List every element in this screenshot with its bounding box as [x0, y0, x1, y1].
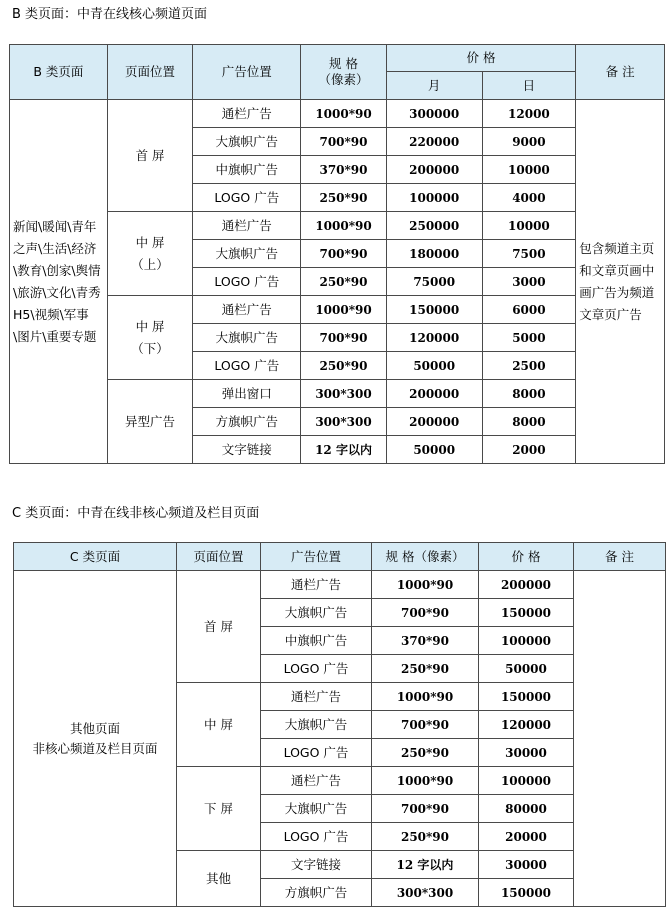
b-position-cell — [107, 100, 193, 212]
c-size-cell: 700*90 — [372, 795, 479, 823]
c-size-cell: 1000*90 — [372, 683, 479, 711]
c-slot-cell: 大旗帜广告 — [261, 795, 372, 823]
header-c-size: 规 格（像素） — [372, 543, 479, 571]
c-size-cell: 370*90 — [372, 627, 479, 655]
c-price-cell: 50000 — [479, 655, 574, 683]
table-row — [10, 212, 665, 240]
c-position-cell: 中 屏 — [177, 683, 261, 767]
b-size-cell: 1000*90 — [301, 212, 387, 240]
b-day-price-cell: 12000 — [482, 100, 576, 128]
header-b-position: 页面位置 — [107, 45, 193, 100]
c-slot-cell: 方旗帜广告 — [261, 879, 372, 907]
c-price-cell: 20000 — [479, 823, 574, 851]
table-row — [10, 296, 665, 324]
b-day-price-cell: 8000 — [482, 380, 576, 408]
b-slot-cell: LOGO 广告 — [193, 268, 301, 296]
b-slot-cell: 大旗帜广告 — [193, 128, 301, 156]
b-month-price-cell: 50000 — [386, 352, 482, 380]
c-price-cell: 30000 — [479, 739, 574, 767]
header-b-month: 月 — [386, 72, 482, 100]
c-price-cell: 30000 — [479, 851, 574, 879]
header-c-slot: 广告位置 — [261, 543, 372, 571]
c-size-cell: 250*90 — [372, 823, 479, 851]
table-row — [10, 380, 665, 408]
b-day-price-cell: 10000 — [482, 156, 576, 184]
b-month-price-cell: 200000 — [386, 156, 482, 184]
c-price-cell: 100000 — [479, 627, 574, 655]
header-c-note: 备 注 — [574, 543, 666, 571]
c-price-cell: 200000 — [479, 571, 574, 599]
b-slot-cell: 中旗帜广告 — [193, 156, 301, 184]
header-b-size-line1: 规 格 — [329, 56, 358, 71]
c-slot-cell: 通栏广告 — [261, 683, 372, 711]
b-position-line1: 首 屏 — [135, 147, 165, 163]
header-b-size — [301, 45, 387, 100]
b-slot-cell: 通栏广告 — [193, 100, 301, 128]
b-slot-cell: 大旗帜广告 — [193, 324, 301, 352]
c-price-cell: 80000 — [479, 795, 574, 823]
b-month-price-cell: 250000 — [386, 212, 482, 240]
b-slot-cell: 大旗帜广告 — [193, 240, 301, 268]
b-position-cell — [107, 212, 193, 296]
b-day-price-cell: 10000 — [482, 212, 576, 240]
c-slot-cell: 大旗帜广告 — [261, 711, 372, 739]
b-month-price-cell: 150000 — [386, 296, 482, 324]
header-c-price: 价 格 — [479, 543, 574, 571]
c-size-cell: 700*90 — [372, 599, 479, 627]
b-month-price-cell: 75000 — [386, 268, 482, 296]
c-size-cell: 300*300 — [372, 879, 479, 907]
b-slot-cell: 通栏广告 — [193, 212, 301, 240]
b-month-price-cell: 200000 — [386, 408, 482, 436]
b-size-cell: 700*90 — [301, 240, 387, 268]
b-month-price-cell: 50000 — [386, 436, 482, 464]
b-day-price-cell: 8000 — [482, 408, 576, 436]
header-c-position: 页面位置 — [177, 543, 261, 571]
b-size-cell: 300*300 — [301, 408, 387, 436]
b-size-cell: 1000*90 — [301, 100, 387, 128]
b-size-cell: 1000*90 — [301, 296, 387, 324]
b-month-price-cell: 200000 — [386, 380, 482, 408]
b-position-line1: 中 屏 — [135, 234, 165, 250]
header-b-size-line2: （像素） — [318, 72, 369, 87]
c-price-cell: 120000 — [479, 711, 574, 739]
b-position-line2: （下） — [131, 340, 169, 356]
c-category-line1: 其他页面 — [69, 720, 120, 736]
c-slot-cell: 大旗帜广告 — [261, 599, 372, 627]
b-note-cell: 包含频道主页和文章页画中画广告为频道文章页广告 — [576, 100, 665, 464]
c-slot-cell: 文字链接 — [261, 851, 372, 879]
c-price-cell: 100000 — [479, 767, 574, 795]
b-day-price-cell: 9000 — [482, 128, 576, 156]
c-category-line2: 非核心频道及栏目页面 — [32, 740, 158, 756]
c-category-cell — [14, 571, 177, 907]
c-size-cell: 1000*90 — [372, 571, 479, 599]
b-month-price-cell: 120000 — [386, 324, 482, 352]
section-c-title: C 类页面：中青在线非核心频道及栏目页面 — [12, 506, 260, 521]
b-position-line1: 中 屏 — [135, 318, 165, 334]
header-b-slot: 广告位置 — [193, 45, 301, 100]
b-position-cell — [107, 296, 193, 380]
c-position-cell: 首 屏 — [177, 571, 261, 683]
c-size-cell: 250*90 — [372, 655, 479, 683]
table-row — [14, 571, 666, 599]
b-day-price-cell: 3000 — [482, 268, 576, 296]
b-slot-cell: 弹出窗口 — [193, 380, 301, 408]
b-position-line2: （上） — [131, 256, 169, 272]
c-size-cell: 700*90 — [372, 711, 479, 739]
b-slot-cell: LOGO 广告 — [193, 352, 301, 380]
b-month-price-cell: 180000 — [386, 240, 482, 268]
c-price-cell: 150000 — [479, 879, 574, 907]
b-month-price-cell: 300000 — [386, 100, 482, 128]
b-position-line1: 异型广告 — [125, 413, 176, 429]
b-size-cell: 250*90 — [301, 268, 387, 296]
b-slot-cell: 通栏广告 — [193, 296, 301, 324]
b-size-cell: 370*90 — [301, 156, 387, 184]
c-price-cell: 150000 — [479, 683, 574, 711]
b-size-cell: 250*90 — [301, 352, 387, 380]
c-slot-cell: 中旗帜广告 — [261, 627, 372, 655]
b-size-cell: 250*90 — [301, 184, 387, 212]
c-price-cell: 150000 — [479, 599, 574, 627]
c-size-cell: 1000*90 — [372, 767, 479, 795]
c-position-cell: 其他 — [177, 851, 261, 907]
b-size-cell: 700*90 — [301, 128, 387, 156]
c-slot-cell: LOGO 广告 — [261, 655, 372, 683]
b-size-cell: 700*90 — [301, 324, 387, 352]
b-day-price-cell: 6000 — [482, 296, 576, 324]
b-day-price-cell: 4000 — [482, 184, 576, 212]
b-size-cell: 12 字以内 — [301, 436, 387, 464]
b-position-cell — [107, 380, 193, 464]
b-slot-cell: 文字链接 — [193, 436, 301, 464]
header-b-day: 日 — [482, 72, 576, 100]
c-size-cell: 250*90 — [372, 739, 479, 767]
section-b-rate-table — [9, 44, 665, 464]
section-c-rate-table — [13, 542, 666, 907]
c-size-cell: 12 字以内 — [372, 851, 479, 879]
b-day-price-cell: 7500 — [482, 240, 576, 268]
section-b-title: B 类页面：中青在线核心频道页面 — [12, 7, 208, 22]
header-b-category: B 类页面 — [10, 45, 108, 100]
b-category-cell: 新闻\暖闻\青年之声\生活\经济\教育\创家\舆情\旅游\文化\青秀 H5\视频\军事 \图片\重要专题 — [10, 100, 108, 464]
table-row — [10, 100, 665, 128]
c-slot-cell: LOGO 广告 — [261, 823, 372, 851]
b-month-price-cell: 220000 — [386, 128, 482, 156]
b-slot-cell: 方旗帜广告 — [193, 408, 301, 436]
b-slot-cell: LOGO 广告 — [193, 184, 301, 212]
header-b-price: 价 格 — [386, 45, 575, 72]
b-day-price-cell: 5000 — [482, 324, 576, 352]
b-size-cell: 300*300 — [301, 380, 387, 408]
header-c-category: C 类页面 — [14, 543, 177, 571]
c-slot-cell: 通栏广告 — [261, 767, 372, 795]
header-b-note: 备 注 — [576, 45, 665, 100]
c-slot-cell: 通栏广告 — [261, 571, 372, 599]
b-day-price-cell: 2500 — [482, 352, 576, 380]
c-note-cell — [574, 571, 666, 907]
b-month-price-cell: 100000 — [386, 184, 482, 212]
c-position-cell: 下 屏 — [177, 767, 261, 851]
b-day-price-cell: 2000 — [482, 436, 576, 464]
c-slot-cell: LOGO 广告 — [261, 739, 372, 767]
